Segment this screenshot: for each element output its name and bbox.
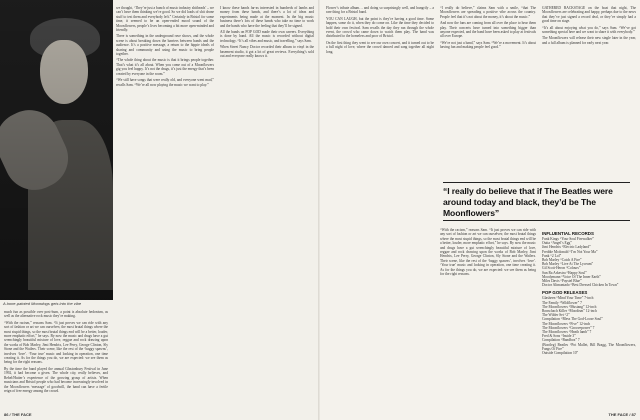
sidebar-heading-releases: POP GOD RELEASES <box>542 290 588 296</box>
sidebar-heading-influential: INFLUENTIAL RECORDS <box>542 231 594 236</box>
releases-list <box>542 296 636 355</box>
article-column-3 <box>220 6 314 410</box>
paragraph: “The whole thing about the music is that it brings people together. That’s what it’s all about. When you come out of a Moonflowers gig you feel happy. It’s not the drugs, it’s just the energy that’s been created by everyone in the room.” <box>116 58 214 76</box>
release-item: The Family “Wildflower” 7 <box>542 300 582 305</box>
influential-item: Jimi Hendrix “Electric Ladyland” <box>542 245 591 250</box>
photo-shade <box>0 0 113 300</box>
influential-item: Funk Kings “Your Soul Firewalker” <box>542 237 594 241</box>
release-item: Compilation “Bless The God-Loose Soul” <box>542 317 603 322</box>
paragraph: GATHERED BACKSTAGE on the boat that night, The Moonflowers are celebrating and happy, perhaps due to the news that they’ve just signed a record deal, or they’ve simply had a good time on stage. <box>542 6 636 24</box>
article-column-5b <box>440 228 536 410</box>
article-column-5 <box>440 6 536 176</box>
influential-item: Funk “2 Lol” <box>542 253 562 258</box>
paragraph: All the bands on FOP GOD made their own careers. Everything is done by hand. All the music is recorded without digital technology. “It’s all vibes and music, and travelling,” says Sam. <box>220 30 314 43</box>
paragraph: On the first thing they went to see our own concert, and it turned out to be a full night of love, where the crowd danced and sang together all night long. <box>326 40 434 54</box>
article-column-6 <box>542 6 636 176</box>
paragraph: “I really do believe,” claims Sam with a smile, “that The Moonflowers are spreading a positive vibe across the country. People feel that it’s not about the money, it’s about the music.” <box>440 6 536 19</box>
paragraph: Flower’s tribute album… and doing so surprisingly well, and hungrily – a rare thing for a Bristol band. <box>326 6 434 15</box>
release-item: Glasheen “Mind Your Time” 7-inch <box>542 296 594 301</box>
sidebar-box <box>542 228 636 410</box>
paragraph: “It’s all about enjoying what you do,” says Sam. “We’ve got something special here and we want to share it with everybody.” <box>542 25 636 35</box>
paragraph: And now the fans are coming from all over the place to hear them play. Their concerts have turned into something bigger than anyone expected, and the band have been asked to play at festivals all over Europe. <box>440 21 536 39</box>
influential-item: Gil Scott-Heron “Colours” <box>542 266 581 271</box>
influential-item: Bob Marley “Catch A Fire” <box>542 258 582 263</box>
influential-list <box>542 237 636 287</box>
paragraph: “We still have songs that were really old, and everyone went mad,” recalls Sam. “We’re all now playing the music we want to play.” <box>116 78 214 87</box>
paragraph: “With the racism,” reasons Sam. “It just proves we can ride with any sort of fashion or art we can ourselves; the most brutal things where the most stupid things, so the most brutal things end will be a better, louder, more emphatic effort,” he says. By now the music and drugs have a gut wrenchingly beautiful mixture of love, reggae and rock drawing upon the works of Bob Marley, Jimi Hendrix, Lee Perry, George Clinton, Sly Stone and the Wailers. Their scene, like the rest of the ‘baggy spawns’, involves ‘love’. ‘Your true’ music and looking in operation, one time creating it. As for the things you do, we are expected: we see them as being for the right reasons. <box>4 320 108 365</box>
release-item: (Bootleg) Beatles “Pot Mallet, Bill Bragg, The Moonflowers, Fangs Of Fire” <box>542 342 636 351</box>
folio-left: 86 / THE FACE <box>4 412 32 417</box>
paragraph: The Moonflowers will release their new single later in the year, and a full album is planned for early next year. <box>542 36 636 45</box>
paragraph: I know these bands far-as interested in hundreds of lambs and money from these bands, and there’s a lot of ideas and experiments being made at the moment. In the big music business there’s lots of these bands who take no time to work and the bands who have the feeling that they’ll be signed. <box>220 6 314 28</box>
release-item: Outside Compilation 10” <box>542 351 579 356</box>
release-item: The Moonflowers “Groovepower” 7 <box>542 325 595 330</box>
paragraph: When Street Nancy Doctor recorded their album to vinyl in the basement studio, it got a lot of great reviews. Everything’s sold out and everyone really knows it. <box>220 45 314 59</box>
pull-quote-rule-top <box>443 182 630 183</box>
paragraph: much fun as possible over post-hum, a point is absolute hedonism, as well as the alternative rock music they’re making. <box>4 310 108 319</box>
influential-item: Doctor Alimantado “Best Dressed Chicken In Town” <box>542 283 619 288</box>
release-item: Ronschach Killer “Moodism” 12-inch <box>542 309 597 314</box>
release-item: Fred & Sons “Inside 3” <box>542 334 576 339</box>
article-column-1 <box>4 310 108 410</box>
folio-right: THE FACE / 87 <box>608 412 636 417</box>
paragraph: YOU CAN LAUGH, but the point is they’re having a good time. Some happen, some do it, when they do come on. Like the time they decided to hold their own festival. Sam recalls the day they ran through the whole event, the crowd who came down to watch them play. The band was distributed to the homeless and poor of Bristol. <box>326 16 434 39</box>
influential-item: Bob Marley “Live At The Lyceum” <box>542 262 594 267</box>
paragraph: By the time the band played the annual Glastonbury Festival in June 1992, it had become a given. The whole city, really believes, and Rebel/Hutter’s experience of the growing group of artists. When musicians and Bristol people who had become increasingly involved in the Moonflowers ‘message’ of goodwill, the band can have a fertile reign of free energy among the crowd. <box>4 366 108 393</box>
influential-item: Sun Ra Arkestra “Happy Soul” <box>542 270 587 275</box>
influential-item: Miles Davis “Paystel Blue” <box>542 279 582 284</box>
release-item: Compilation “Bandbox” 7 <box>542 338 580 343</box>
paragraph: “We’re not just a band,” says Sam. “We’re a movement. It’s about having fun and making people feel good.” <box>440 40 536 50</box>
influential-item: Outta “Angel’s Egg” <box>542 241 572 246</box>
article-column-2 <box>116 6 214 410</box>
band-member-photo <box>0 0 113 300</box>
release-item: The Moonflowers “Mustang” 12-inch <box>542 304 597 309</box>
paragraph: There is something in the underground rave shows, and the whole scene is about breaking down the barriers between bands and the audience. It’s a positive message, a return to the hippie ideals of sharing and community and using the music to bring people together. <box>116 34 214 57</box>
article-column-4 <box>326 6 434 410</box>
release-item: The Moonflowers “Five” 12-inch <box>542 321 591 326</box>
paragraph: we thought, ‘They’re just a bunch of music industry shitheads’ – we can’t have them thinking we’re good. So we did loads of shit drone stuff to test them and everybody left.” Certainly in Bristol for some time, it seemed to be an open-ended mood sound of the Moonflowers, people’s lives becoming a bit more open-minded and friendly. <box>116 6 214 33</box>
pull-quote-rule-bottom <box>443 220 630 221</box>
pull-quote: “I really do believe that if The Beatles were around today and black, they’d be The Moonflowers” <box>443 186 613 218</box>
paragraph: “With the racism,” reasons Sam. “It just proves we can ride with any sort of fashion or art we can ourselves; the most brutal things where the most stupid things, so the most brutal things end will be a better, louder, more emphatic effort,” he says. By now the music and drugs have a gut wrenchingly beautiful mixture of love, reggae and rock drawing upon the works of Bob Marley, Jimi Hendrix, Lee Perry, George Clinton, Sly Stone and the Wailers. Their scene, like the rest of the ‘baggy spawns’, involves ‘love’. ‘Your true’ music and looking in operation, one time creating it. As for the things you do, we are expected: we see them as being for the right reasons. <box>440 228 536 277</box>
influential-item: Freddie Mcdonald “I’m Not Your Ma” <box>542 249 598 254</box>
release-item: The Moonflowers “Heath lamb” 7 <box>542 330 592 335</box>
release-item: The Wilder Set “2” <box>542 313 570 318</box>
influential-item: Moodymann “Voice Of The Inner Earth” <box>542 274 601 279</box>
photo-caption: A bone-painted Moondogs gets into the vibe <box>3 301 82 306</box>
